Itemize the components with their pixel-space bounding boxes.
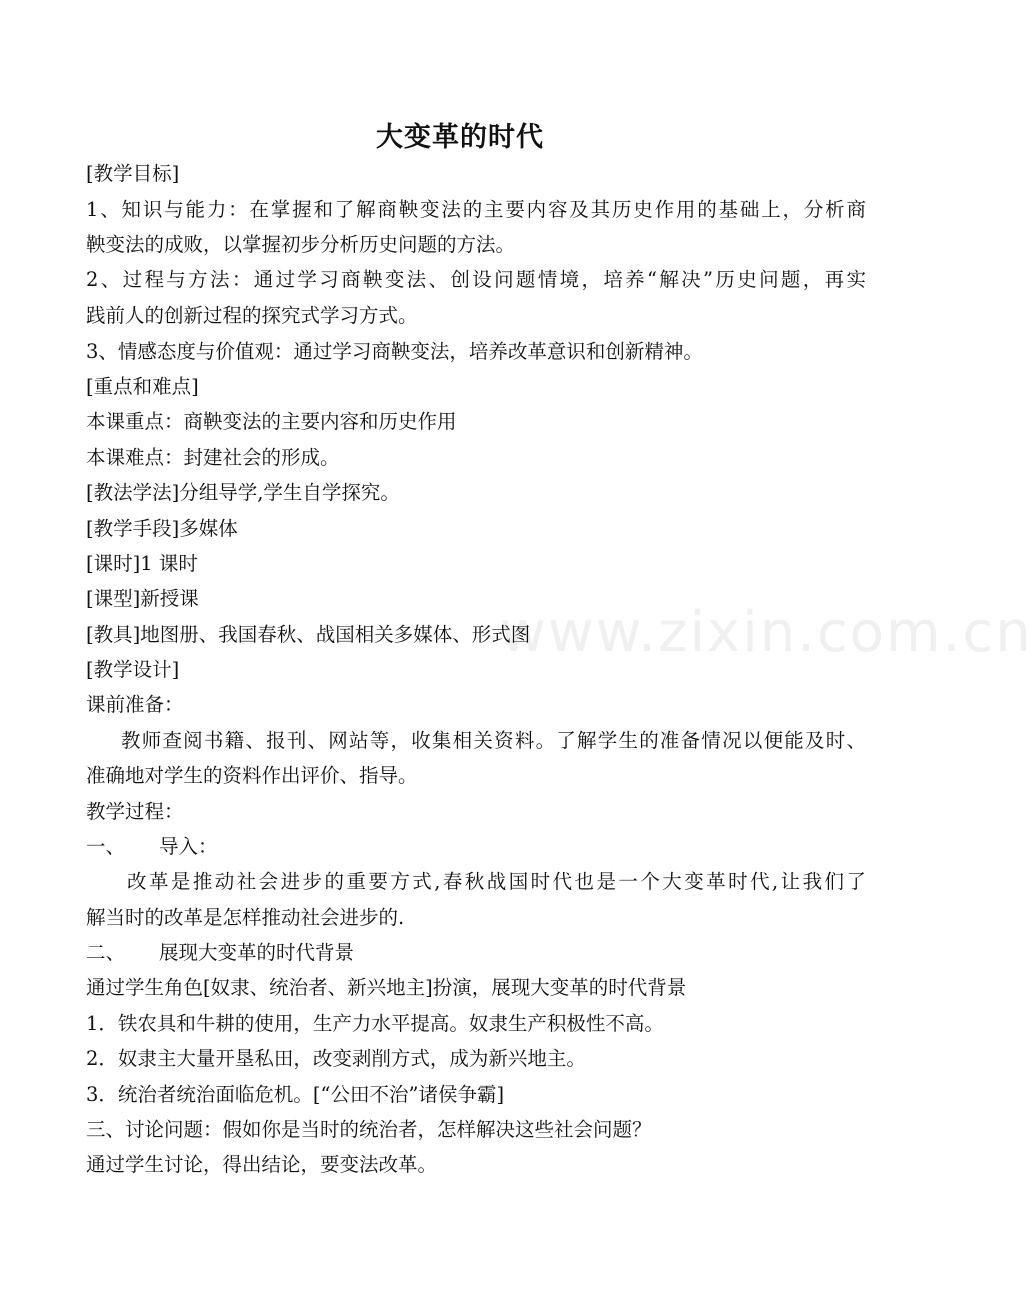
heading-text: 导入： [159, 835, 218, 858]
paragraph-line: 1、知识与能力：在掌握和了解商鞅变法的主要内容及其历史作用的基础上，分析商 [86, 198, 866, 221]
paragraph-line: 通过学生角色[奴隶、统治者、新兴地主]扮演，展现大变革的时代背景 [86, 976, 687, 999]
paragraph-line: 通过学生讨论，得出结论，要变法改革。 [86, 1153, 438, 1176]
paragraph-line: 3、情感态度与价值观：通过学习商鞅变法，培养改革意识和创新精神。 [86, 340, 703, 363]
watermark-text: www.zixin.com.cn [500, 600, 1033, 665]
paragraph-line: 准确地对学生的资料作出评价、指导。 [86, 764, 418, 787]
list-item: 2．奴隶主大量开垦私田，改变剥削方式，成为新兴地主。 [86, 1047, 586, 1070]
paragraph-line: 本课重点：商鞅变法的主要内容和历史作用 [86, 410, 457, 433]
section-heading-key-points: [重点和难点] [86, 375, 199, 398]
section-heading-objectives: [教学目标] [86, 162, 180, 185]
numbered-heading [86, 939, 866, 967]
heading-number: 二、 [86, 941, 126, 964]
paragraph-line: 教学过程： [86, 800, 184, 823]
numbered-heading [86, 833, 866, 861]
list-item: 3．统治者统治面临危机。[“公田不治”诸侯争霸] [86, 1083, 505, 1106]
paragraph-line: [教法学法]分组导学,学生自学探究。 [86, 481, 400, 504]
paragraph-line: 解当时的改革是怎样推动社会进步的. [86, 906, 405, 929]
heading-text: 展现大变革的时代背景 [159, 941, 355, 964]
paragraph-line: 课前准备： [86, 693, 184, 716]
paragraph-line: 三、讨论问题：假如你是当时的统治者，怎样解决这些社会问题？ [86, 1118, 652, 1141]
paragraph-line: [课时]1 课时 [86, 552, 198, 575]
list-item: 1．铁农具和牛耕的使用，生产力水平提高。奴隶生产积极性不高。 [86, 1012, 664, 1035]
paragraph-line: 2、过程与方法：通过学习商鞅变法、创设问题情境，培养“解决”历史问题，再实 [86, 268, 866, 291]
paragraph-line: 改革是推动社会进步的重要方式,春秋战国时代也是一个大变革时代,让我们了 [127, 870, 866, 893]
paragraph-line: 践前人的创新过程的探究式学习方式。 [86, 304, 418, 327]
paragraph-line: 本课难点：封建社会的形成。 [86, 446, 340, 469]
paragraph-line: [教学手段]多媒体 [86, 517, 238, 540]
document-title: 大变革的时代 [376, 122, 544, 153]
section-heading-design: [教学设计] [86, 658, 180, 681]
heading-number: 一、 [86, 835, 126, 858]
paragraph-line: 鞅变法的成败，以掌握初步分析历史问题的方法。 [86, 233, 516, 256]
paragraph-line: [教具]地图册、我国春秋、战国相关多媒体、形式图 [86, 623, 531, 646]
paragraph-line: [课型]新授课 [86, 587, 199, 610]
paragraph-line: 教师查阅书籍、报刊、网站等，收集相关资料。了解学生的准备情况以便能及时、 [121, 729, 866, 752]
